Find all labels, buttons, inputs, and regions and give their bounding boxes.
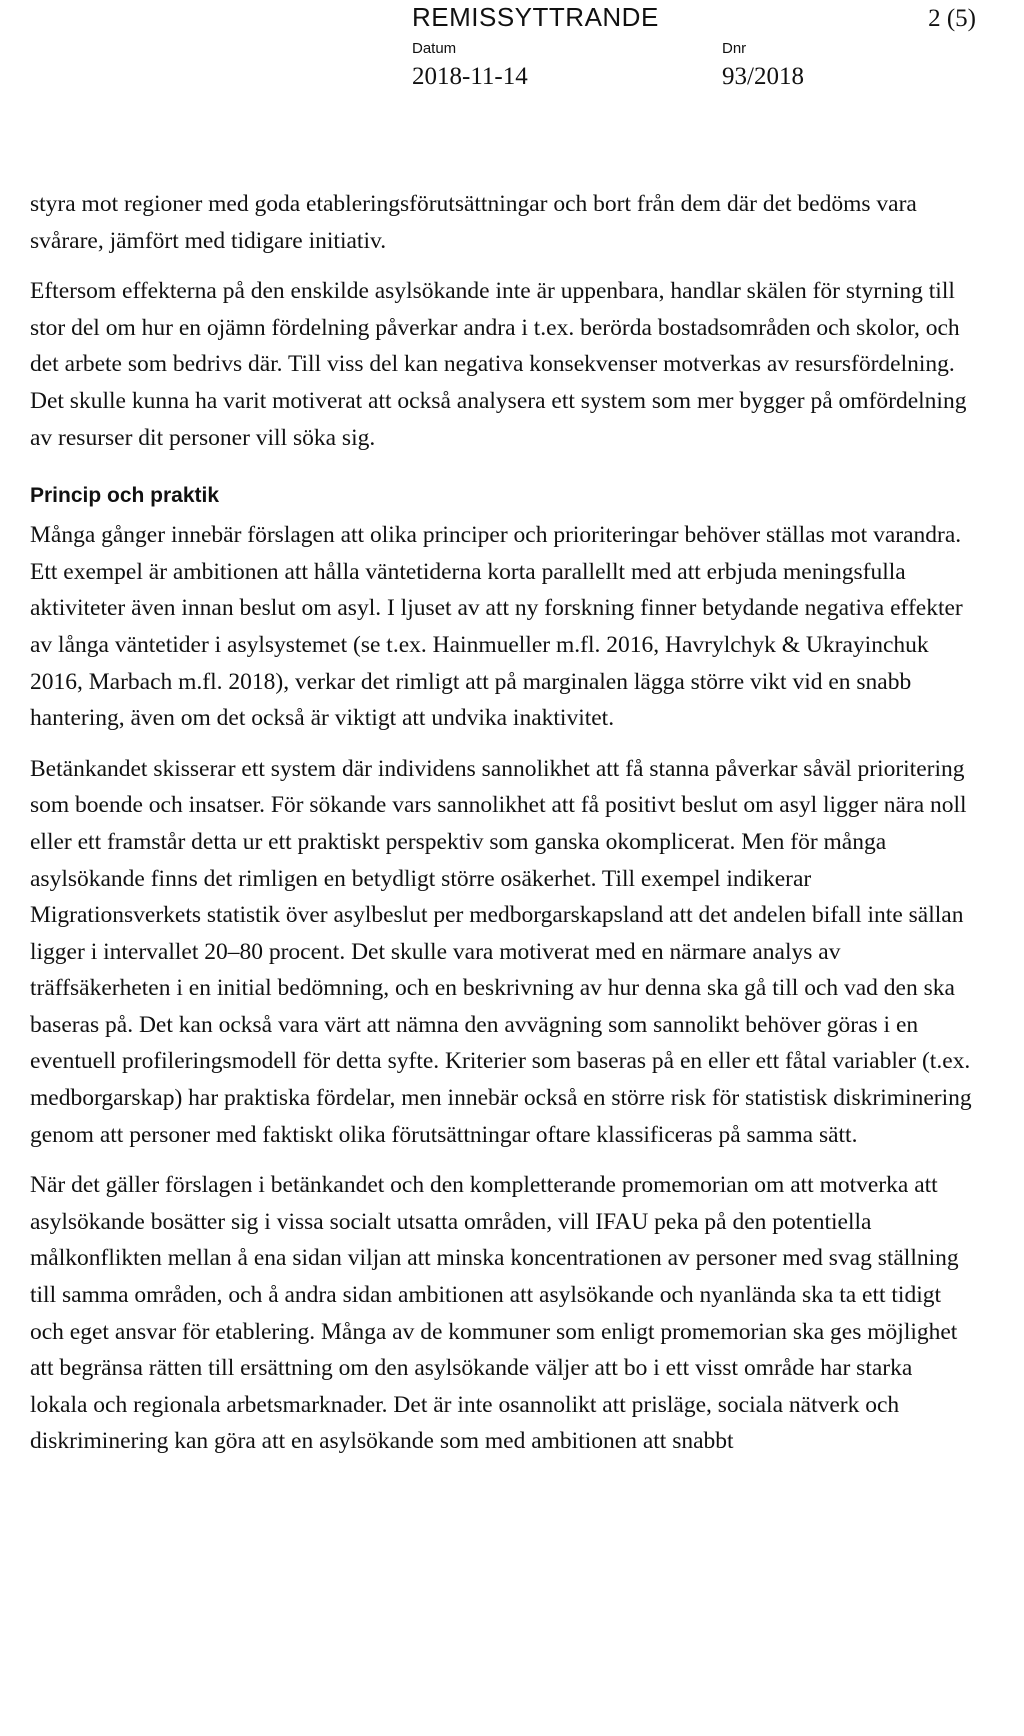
page-number: 2 (5) <box>928 5 976 32</box>
body-paragraph: styra mot regioner med goda etableringsförutsättningar och bort från dem där det bedöms vara svårare, jämfört med tidigare initiativ. <box>30 191 917 254</box>
body-paragraph: Många gånger innebär förslagen att olika principer och prioriteringar behöver ställas mot varandra. Ett exempel är ambitionen att hålla väntetiderna korta parallellt med att erbjuda meningsfulla aktiviteter även innan beslut om asyl. I ljuset av att ny forskning finner betydande negativa effekter av långa väntetider i asylsystemet (se t.ex. Hainmueller m.fl. 2016, Havrylchyk & Ukrayinchuk 2016, Marbach m.fl. 2018), verkar det rimligt att på marginalen lägga större vikt vid en snabb hantering, även om det också är viktigt att undvika inaktivitet. <box>30 522 963 732</box>
body-paragraph: Eftersom effekterna på den enskilde asylsökande inte är uppenbara, handlar skälen för styrning till stor del om hur en ojämn fördelning påverkar andra i t.ex. berörda bostadsområden och skolor, och det arbete som bedrivs där. Till viss del kan negativa konsekvenser motverkas av resursfördelning. Det skulle kunna ha varit motiverat att också analysera ett system som mer bygger på omfördelning av resurser dit personer vill söka sig. <box>30 278 967 451</box>
dnr-value: 93/2018 <box>722 63 804 90</box>
date-value: 2018-11-14 <box>412 63 528 90</box>
document-header <box>0 0 1024 100</box>
document-body <box>30 186 975 1474</box>
document-type: REMISSYTTRANDE <box>412 2 659 32</box>
date-label: Datum <box>412 40 457 57</box>
dnr-label: Dnr <box>722 40 747 57</box>
body-paragraph: När det gäller förslagen i betänkandet och den kompletterande promemorian om att motverka att asylsökande bosätter sig i vissa socialt utsatta områden, vill IFAU peka på den potentiella målkonflikten mellan å ena sidan viljan att minska koncentrationen av personer med svag ställning till samma områden, och å andra sidan ambitionen att asylsökande och nyanlända ska ta ett tidigt och eget ansvar för etablering. Många av de kommuner som enligt promemorian ska ges möjlighet att begränsa rätten till ersättning om den asylsökande väljer att bo i ett visst område har starka lokala och regionala arbetsmarknader. Det är inte osannolikt att prisläge, sociala nätverk och diskriminering kan göra att en asylsökande som med ambitionen att snabbt <box>30 1172 959 1455</box>
section-heading: Princip och praktik <box>30 484 220 508</box>
body-paragraph: Betänkandet skisserar ett system där individens sannolikhet att få stanna påverkar såväl prioritering som boende och insatser. För sökande vars sannolikhet att få positivt beslut om asyl ligger nära noll eller ett framstår detta ur ett praktiskt perspektiv som ganska okomplicerat. Men för många asylsökande finns det rimligen en betydligt större osäkerhet. Till exempel indikerar Migrationsverkets statistik över asylbeslut per medborgarskapsland att det andelen bifall inte sällan ligger i intervallet 20–80 procent. Det skulle vara motiverat med en närmare analys av träffsäkerheten i en initial bedömning, och en beskrivning av hur denna ska gå till och vad den ska baseras på. Det kan också vara värt att nämna den avvägning som sannolikt behöver göras i en eventuell profileringsmodell för detta syfte. Kriterier som baseras på en eller ett fåtal variabler (t.ex. medborgarskap) har praktiska fördelar, men innebär också en större risk för statistisk diskriminering genom att personer med faktiskt olika förutsättningar oftare klassificeras på samma sätt. <box>30 755 972 1148</box>
